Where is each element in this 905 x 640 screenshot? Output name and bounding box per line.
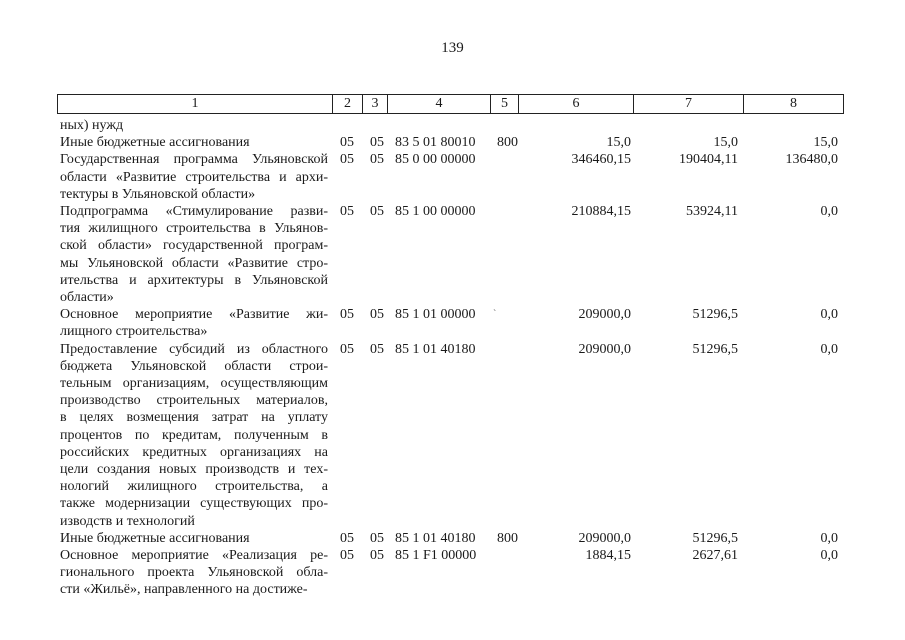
row-name-line: тектуры в Ульяновской области» (60, 186, 256, 202)
row-name-line: гионального проекта Ульяновской обла- (60, 565, 328, 581)
cell-c6: 15,0 (606, 135, 631, 151)
row-name-line: также модернизации существующих про- (60, 496, 328, 512)
cell-c3: 05 (370, 204, 384, 220)
row-name-line: мы Ульяновской области «Развитие стро- (60, 255, 328, 271)
cell-c6: 209000,0 (578, 341, 631, 357)
scan-mark: ` (493, 309, 497, 321)
table-row (60, 306, 843, 340)
cell-c2: 05 (340, 204, 354, 220)
column-header-3: 3 (363, 95, 388, 114)
cell-c4: 85 0 00 00000 (395, 152, 476, 168)
row-name (60, 151, 328, 203)
column-header-8: 8 (744, 95, 844, 114)
row-name-line: Подпрограмма «Стимулирование разви- (60, 204, 328, 220)
row-name (60, 117, 328, 134)
row-name-line: Предоставление субсидий из областного (60, 341, 328, 357)
column-header-5: 5 (491, 95, 519, 114)
row-name-line: Основное мероприятие «Реализация ре- (60, 548, 328, 564)
cell-c6: 1884,15 (585, 548, 631, 564)
cell-c5: 800 (497, 135, 518, 151)
row-name-line: производство строительных материалов, (60, 393, 328, 409)
row-name-line: Иные бюджетные ассигнования (60, 530, 250, 546)
column-header-row (58, 95, 844, 114)
cell-c8: 0,0 (820, 341, 838, 357)
row-name (60, 134, 328, 151)
row-name-line: сти «Жильё», направленного на достиже- (60, 582, 308, 598)
cell-c8: 0,0 (820, 530, 838, 546)
cell-c3: 05 (370, 152, 384, 168)
cell-c8: 0,0 (820, 548, 838, 564)
row-name (60, 203, 328, 306)
row-name-line: тия жилищного строительства в Ульянов- (60, 221, 328, 237)
row-name-line: Основное мероприятие «Развитие жи- (60, 307, 328, 323)
cell-c8: 0,0 (820, 204, 838, 220)
row-name (60, 306, 328, 340)
cell-c4: 85 1 01 40180 (395, 530, 476, 546)
cell-c8: 0,0 (820, 307, 838, 323)
table-row (60, 134, 843, 151)
cell-c4: 85 1 01 40180 (395, 341, 476, 357)
cell-c7: 190404,11 (679, 152, 738, 168)
table-row (60, 203, 843, 306)
page-number: 139 (441, 40, 464, 56)
cell-c7: 51296,5 (692, 307, 738, 323)
row-name-line: российских кредитных организациях на (60, 444, 328, 460)
column-header-7: 7 (634, 95, 744, 114)
cell-c4: 85 1 01 00000 (395, 307, 476, 323)
cell-c3: 05 (370, 135, 384, 151)
row-name-line: Государственная программа Ульяновской (60, 152, 328, 168)
row-name-line: цели создания новых производств и тех- (60, 462, 328, 478)
column-header-table (57, 94, 844, 114)
row-name-line: в целях возмещения затрат на уплату (60, 410, 328, 426)
cell-c3: 05 (370, 530, 384, 546)
cell-c3: 05 (370, 307, 384, 323)
row-name-line: тельным организациям, осуществляющим (60, 376, 328, 392)
cell-c5: 800 (497, 530, 518, 546)
cell-c2: 05 (340, 341, 354, 357)
column-header-1: 1 (58, 95, 333, 114)
row-name-line: изводств и технологий (60, 513, 195, 529)
table-row (60, 341, 843, 530)
cell-c3: 05 (370, 548, 384, 564)
cell-c3: 05 (370, 341, 384, 357)
cell-c4: 85 1 F1 00000 (395, 548, 477, 564)
cell-c6: 209000,0 (578, 307, 631, 323)
row-name-line: Иные бюджетные ассигнования (60, 135, 250, 151)
row-name-line: ительства и архитектуры в Ульяновской (60, 272, 328, 288)
cell-c8: 136480,0 (785, 152, 838, 168)
cell-c7: 51296,5 (692, 530, 738, 546)
cell-c7: 2627,61 (692, 548, 738, 564)
row-name-line: лищного строительства» (60, 324, 208, 340)
row-name-line: области «Развитие строительства и архи- (60, 169, 328, 185)
row-name-line: бюджета Ульяновской области строи- (60, 358, 328, 374)
cell-c7: 51296,5 (692, 341, 738, 357)
cell-c6: 346460,15 (571, 152, 631, 168)
cell-c6: 210884,15 (571, 204, 631, 220)
row-name (60, 341, 328, 530)
cell-c7: 15,0 (713, 135, 738, 151)
cell-c2: 05 (340, 307, 354, 323)
cell-c2: 05 (340, 530, 354, 546)
column-header-4: 4 (388, 95, 491, 114)
row-name (60, 530, 328, 547)
row-name-line: нологий жилищного строительства, а (60, 479, 328, 495)
cell-c8: 15,0 (813, 135, 838, 151)
cell-c4: 85 1 00 00000 (395, 204, 476, 220)
column-header-2: 2 (333, 95, 363, 114)
table-row (60, 547, 843, 599)
row-name-line: ской области» государственной програм- (60, 238, 328, 254)
table-row (60, 530, 843, 547)
row-name-line: процентов по кредитам, полученным в (60, 427, 328, 443)
table-row (60, 151, 843, 203)
cell-c6: 209000,0 (578, 530, 631, 546)
cell-c7: 53924,11 (686, 204, 738, 220)
row-name (60, 547, 328, 599)
row-name-line: ных) нужд (60, 118, 124, 133)
column-header-6: 6 (519, 95, 634, 114)
row-name-line: области» (60, 290, 114, 306)
cell-c2: 05 (340, 135, 354, 151)
cell-c2: 05 (340, 548, 354, 564)
cell-c4: 83 5 01 80010 (395, 135, 476, 151)
table-row (60, 117, 843, 134)
cell-c2: 05 (340, 152, 354, 168)
budget-table-body (60, 117, 843, 599)
